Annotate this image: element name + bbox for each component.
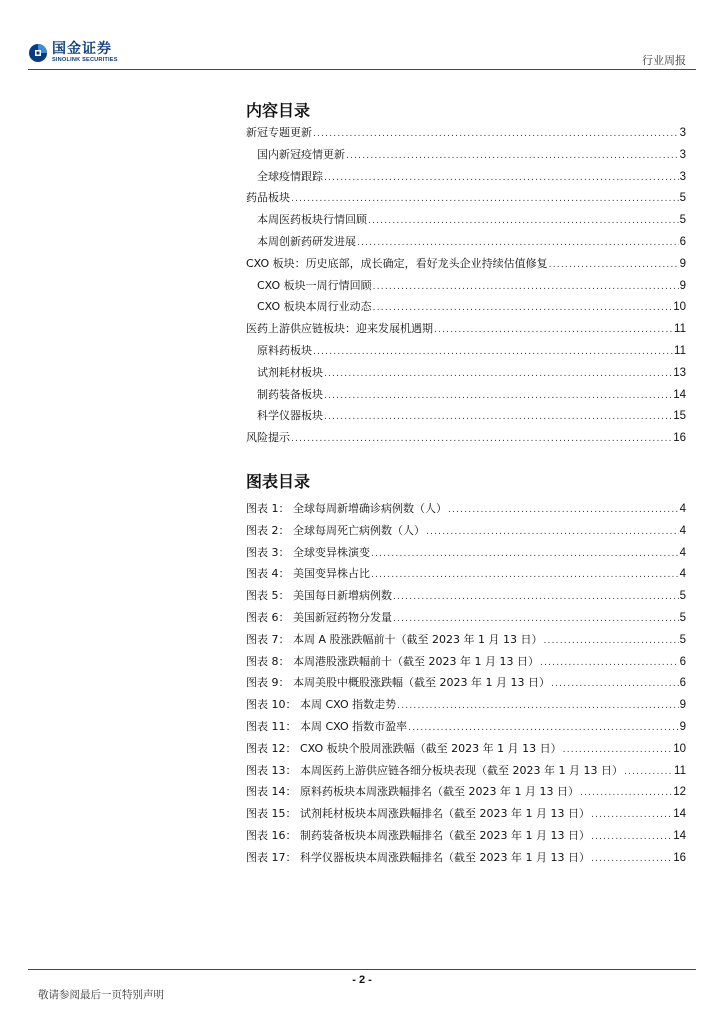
figure-list-heading: 图表目录 [246, 472, 311, 491]
dot-leader [324, 391, 672, 401]
toc-entry[interactable] [246, 783, 686, 805]
dot-leader [591, 832, 672, 842]
toc-entry-label: 图表 11： 本周 CXO 指数市盈率 [246, 719, 408, 733]
toc-entry-page: 11 [674, 764, 686, 777]
toc-entry-page: 10 [673, 301, 686, 314]
toc-entry-page: 14 [673, 388, 686, 401]
dot-leader [346, 151, 679, 161]
toc-entry-page: 5 [679, 633, 686, 646]
dot-leader [549, 260, 679, 270]
footer-disclaimer: 敬请参阅最后一页特别声明 [38, 989, 164, 1001]
toc-entry-label: CXO 板块：历史底部，成长确定，看好龙头企业持续估值修复 [246, 256, 548, 270]
toc-entry[interactable] [246, 211, 686, 233]
dot-leader [357, 238, 679, 248]
toc-entry-label: 风险提示 [246, 431, 290, 445]
toc-entry[interactable] [246, 565, 686, 587]
toc-entry[interactable] [246, 609, 686, 631]
sinolink-logo-icon [28, 43, 48, 63]
toc-entry-label: 制药装备板块 [257, 387, 323, 401]
toc-entry-label: 试剂耗材板块 [257, 365, 323, 379]
toc-entry-page: 9 [679, 257, 686, 270]
toc-entry-label: 图表 1： 全球每周新增确诊病例数（人） [246, 502, 447, 515]
toc-entry-page: 4 [679, 546, 686, 559]
toc-entry-label: 图表 12： CXO 板块个股周涨跌幅（截至 2023 年 1 月 13 日） [246, 741, 562, 755]
toc-entry[interactable] [246, 364, 686, 386]
dot-leader [624, 767, 673, 777]
toc-entry[interactable] [246, 342, 686, 364]
dot-leader [324, 369, 672, 379]
toc-entry[interactable] [246, 522, 686, 544]
toc-entry[interactable] [246, 255, 686, 277]
dot-leader [434, 325, 673, 335]
toc-entry-page: 6 [679, 235, 686, 248]
toc-entry-page: 4 [679, 568, 686, 581]
toc-heading: 内容目录 [246, 101, 311, 120]
toc-entry-label: 医药上游供应链板块：迎来发展机遇期 [246, 322, 433, 336]
toc-entry[interactable] [246, 429, 686, 451]
toc-entry-label: 图表 16： 制药装备板块本周涨跌幅排名（截至 2023 年 1 月 13 日） [246, 828, 590, 842]
toc-entry-page: 4 [679, 524, 686, 537]
toc-entry-page: 16 [673, 851, 686, 864]
dot-leader [448, 505, 679, 515]
dot-leader [393, 614, 679, 624]
logo-chinese-name: 国金证券 [52, 41, 112, 57]
toc-entry-label: 原料药板块 [257, 343, 312, 357]
toc-entry[interactable] [246, 849, 686, 871]
toc-entry[interactable] [246, 631, 686, 653]
toc-entry[interactable] [246, 544, 686, 566]
dot-leader [580, 788, 672, 798]
toc-entry-label: 图表 2： 全球每周死亡病例数（人） [246, 523, 425, 537]
toc-entry[interactable] [246, 189, 686, 211]
toc-entry-page: 3 [679, 170, 686, 183]
toc-entry-page: 12 [673, 786, 686, 799]
toc-entry-page: 10 [673, 742, 686, 755]
dot-leader [591, 810, 672, 820]
toc-entry[interactable] [246, 718, 686, 740]
toc-entry-label: 图表 8： 本周港股涨跌幅前十（截至 2023 年 1 月 13 日） [246, 654, 539, 668]
dot-leader [324, 412, 672, 422]
dot-leader [408, 723, 678, 733]
document-type: 行业周报 [642, 54, 686, 67]
footer-divider [28, 969, 696, 970]
toc-entry[interactable] [246, 277, 686, 299]
toc-entry[interactable] [246, 146, 686, 168]
company-logo [28, 42, 118, 64]
toc-entry[interactable] [246, 805, 686, 827]
dot-leader [291, 194, 679, 204]
toc-entry-page: 3 [679, 148, 686, 161]
dot-leader [426, 527, 679, 537]
dot-leader [373, 303, 673, 313]
toc-entry[interactable] [246, 233, 686, 255]
toc-entry-label: 图表 9： 本周美股中概股涨跌幅（截至 2023 年 1 月 13 日） [246, 676, 550, 690]
toc-entry[interactable] [246, 674, 686, 696]
dot-leader [324, 173, 679, 183]
toc-entry-label: 图表 13： 本周医药上游供应链各细分板块表现（截至 2023 年 1 月 13 日） [246, 763, 623, 777]
toc-entry-label: 图表 3： 全球变异株演变 [246, 545, 370, 559]
header-divider [28, 69, 696, 70]
toc-entry-page: 16 [673, 432, 686, 445]
toc-entry-page: 14 [673, 829, 686, 842]
toc-entry[interactable] [246, 298, 686, 320]
toc-entry-page: 14 [673, 808, 686, 821]
toc-entry-label: 科学仪器板块 [257, 409, 323, 423]
toc-entry-page: 13 [673, 366, 686, 379]
page-number: - 2 - [352, 974, 372, 986]
dot-leader [371, 549, 679, 559]
toc-entry-page: 6 [679, 655, 686, 668]
dot-leader [397, 701, 678, 711]
toc-entry-label: 图表 15： 试剂耗材板块本周涨跌幅排名（截至 2023 年 1 月 13 日） [246, 807, 590, 821]
dot-leader [368, 216, 679, 226]
toc-entry-label: 图表 7： 本周 A 股涨跌幅前十（截至 2023 年 1 月 13 日） [246, 632, 543, 646]
dot-leader [543, 636, 678, 646]
toc-entry[interactable] [246, 696, 686, 718]
toc-entry-page: 15 [673, 410, 686, 423]
table-of-contents [246, 124, 686, 451]
dot-leader [393, 592, 679, 602]
toc-entry-label: 图表 6： 美国新冠药物分发量 [246, 610, 392, 624]
toc-entry[interactable] [246, 762, 686, 784]
toc-entry[interactable] [246, 500, 686, 522]
toc-entry-label: 图表 17： 科学仪器板块本周涨跌幅排名（截至 2023 年 1 月 13 日） [246, 850, 590, 864]
toc-entry-page: 5 [679, 214, 686, 227]
toc-entry-page: 3 [679, 127, 686, 139]
dot-leader [591, 854, 672, 864]
dot-leader [540, 658, 679, 668]
toc-entry-page: 5 [679, 590, 686, 603]
toc-entry-page: 4 [679, 503, 686, 515]
toc-entry-label: 本周医药板块行情回顾 [257, 213, 367, 227]
toc-entry-page: 11 [674, 344, 686, 357]
dot-leader [563, 745, 673, 755]
dot-leader [313, 129, 679, 139]
toc-entry[interactable] [246, 320, 686, 342]
toc-entry[interactable] [246, 587, 686, 609]
toc-entry-label: 国内新冠疫情更新 [257, 147, 345, 161]
toc-entry[interactable] [246, 827, 686, 849]
toc-entry-label: 本周创新药研发进展 [257, 234, 356, 248]
toc-entry-label: 图表 10： 本周 CXO 指数走势 [246, 698, 397, 712]
dot-leader [371, 570, 679, 580]
toc-entry[interactable] [246, 168, 686, 190]
toc-entry-label: 全球疫情跟踪 [257, 169, 323, 183]
toc-entry-label: 药品板块 [246, 191, 290, 205]
toc-entry-page: 9 [679, 720, 686, 733]
toc-entry-page: 5 [679, 611, 686, 624]
toc-entry[interactable] [246, 653, 686, 675]
toc-entry-label: 新冠专题更新 [246, 126, 312, 139]
toc-entry-page: 11 [674, 323, 686, 336]
toc-entry-label: 图表 14： 原料药板块本周涨跌幅排名（截至 2023 年 1 月 13 日） [246, 785, 579, 799]
toc-entry-page: 9 [679, 699, 686, 712]
logo-english-name: SINOLINK SECURITIES [52, 57, 118, 63]
dot-leader [373, 282, 679, 292]
dot-leader [551, 679, 679, 689]
toc-entry[interactable] [246, 124, 686, 146]
toc-entry-label: 图表 5： 美国每日新增病例数 [246, 589, 392, 603]
dot-leader [313, 347, 673, 357]
toc-entry-label: 图表 4： 美国变异株占比 [246, 567, 370, 581]
toc-entry[interactable] [246, 407, 686, 429]
page-header [0, 0, 724, 70]
toc-entry-page: 5 [679, 192, 686, 205]
toc-entry[interactable] [246, 386, 686, 408]
toc-entry-label: CXO 板块本周行业动态 [257, 300, 372, 314]
toc-entry[interactable] [246, 740, 686, 762]
toc-entry-page: 6 [679, 677, 686, 690]
dot-leader [291, 434, 672, 444]
toc-entry-label: CXO 板块一周行情回顾 [257, 278, 372, 292]
list-of-figures [246, 500, 686, 871]
toc-entry-page: 9 [679, 279, 686, 292]
